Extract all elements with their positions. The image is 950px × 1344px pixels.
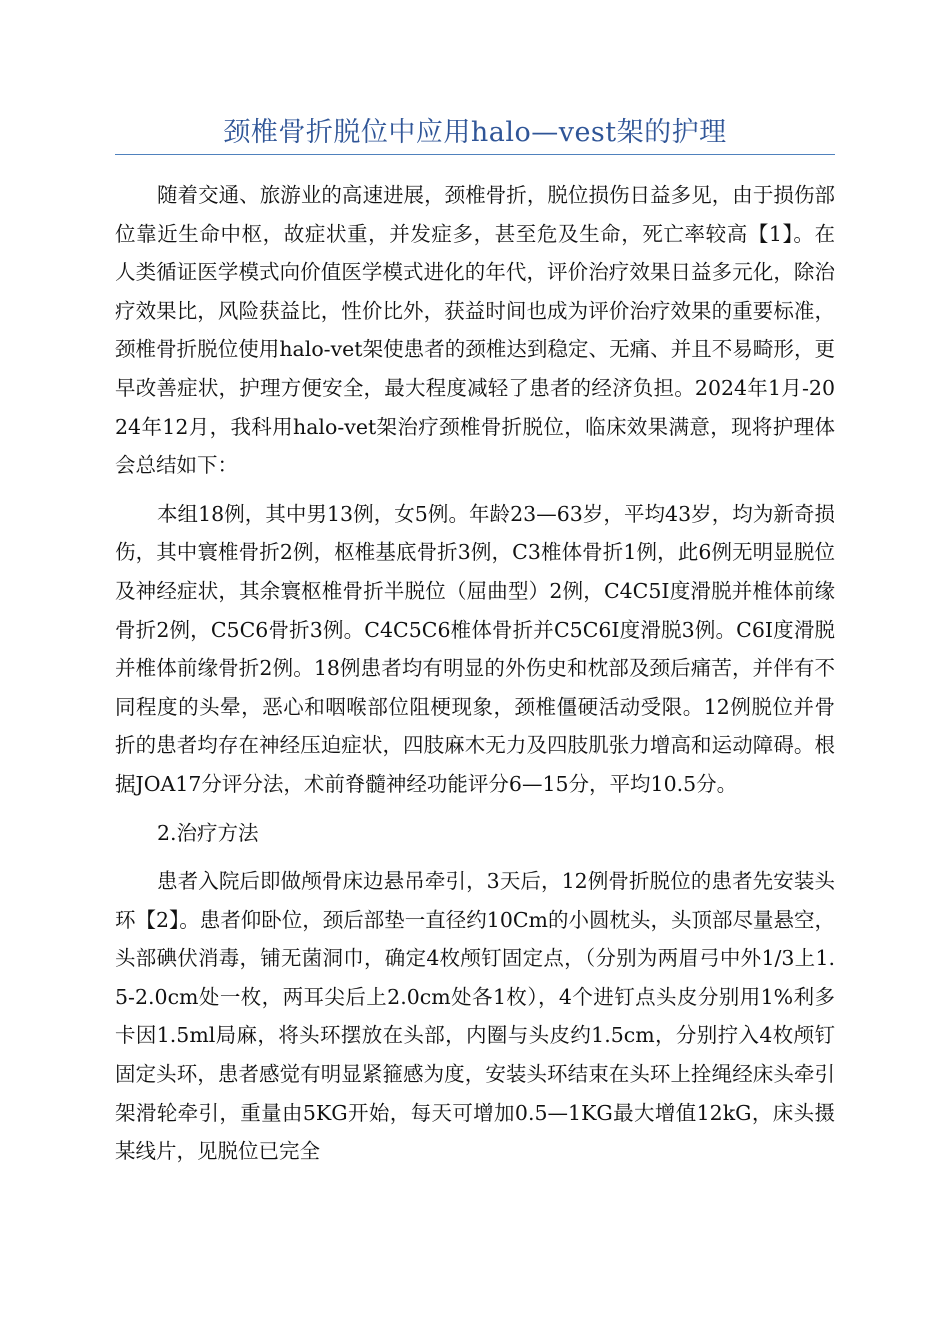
document-body [115,176,835,1181]
paragraph-intro: 随着交通、旅游业的高速进展，颈椎骨折，脱位损伤日益多见，由于损伤部位靠近生命中枢，故症状重，并发症多，甚至危及生命，死亡率较高【1】。在人类循证医学模式向价值医学模式进化的年代，评价治疗效果日益多元化，除治疗效果比，风险获益比，性价比外，获益时间也成为评价治疗效果的重要标准，颈椎骨折脱位使用halo-vet架使患者的颈椎达到稳定、无痛、并且不易畸形，更早改善症状，护理方便安全，最大程度减轻了患者的经济负担。2024年1月-2024年12月，我科用halo-vet架治疗颈椎骨折脱位，临床效果满意，现将护理体会总结如下： [115,183,835,478]
section-heading-treatment: 2.治疗方法 [157,820,259,845]
title-underline [115,154,835,155]
paragraph-treatment: 患者入院后即做颅骨床边悬吊牵引，3天后，12例骨折脱位的患者先安装头环【2】。患者仰卧位，颈后部垫一直径约10Cm的小圆枕头，头顶部尽量悬空，头部碘伏消毒，铺无菌洞巾，确定4枚颅钉固定点，（分别为两眉弓中外1/3上1.5-2.0cm处一枚，两耳尖后上2.0cm处各1枚），4个进钉点头皮分别用1%利多卡因1.5ml局麻，将头环摆放在头部，内圈与头皮约1.5cm，分别拧入4枚颅钉固定头环，患者感觉有明显紧箍感为度，安装头环结束在头环上拴绳经床头牵引架滑轮牵引，重量由5KG开始，每天可增加0.5—1KG最大增值12kG，床头摄某线片，见脱位已完全 [115,869,836,1164]
paragraph-cases: 本组18例，其中男13例，女5例。年龄23—63岁，平均43岁，均为新奇损伤，其中寰椎骨折2例，枢椎基底骨折3例，C3椎体骨折1例，此6例无明显脱位及神经症状，其余寰枢椎骨折半脱位（屈曲型）2例，C4C5I度滑脱并椎体前缘骨折2例，C5C6骨折3例。C4C5C6椎体骨折并C5C6I度滑脱3例。C6I度滑脱并椎体前缘骨折2例。18例患者均有明显的外伤史和枕部及颈后痛苦，并伴有不同程度的头晕，恶心和咽喉部位阻梗现象，颈椎僵硬活动受限。12例脱位并骨折的患者均存在神经压迫症状，四肢麻木无力及四肢肌张力增高和运动障碍。根据JOA17分评分法，术前脊髓神经功能评分6—15分，平均10.5分。 [115,501,835,796]
document-title: 颈椎骨折脱位中应用halo—vest架的护理 [223,117,727,148]
